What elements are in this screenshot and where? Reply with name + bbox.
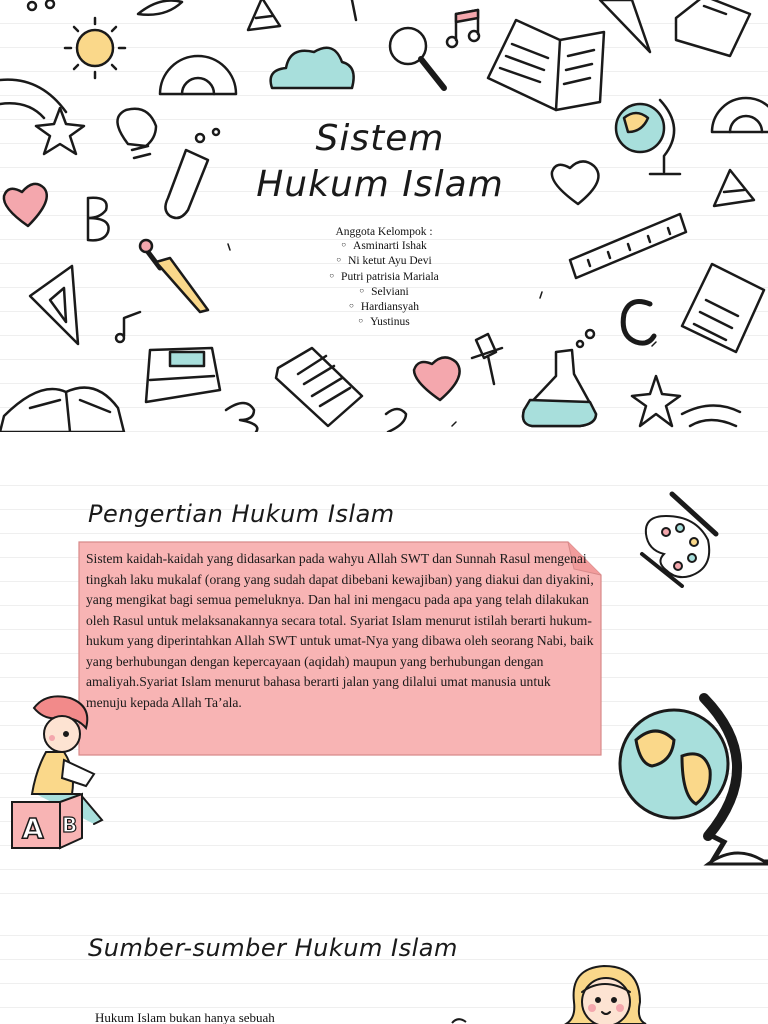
- definition-slide: [0, 462, 768, 894]
- pencil-icon: [352, 0, 356, 20]
- protractor-icon: [160, 56, 236, 94]
- flask-icon: [523, 330, 596, 426]
- member-item: ○ Hardiansyah: [284, 300, 484, 315]
- globe-icon: [612, 692, 768, 868]
- music-note-icon: [447, 10, 479, 47]
- music-note-icon: [116, 312, 140, 342]
- set-square-icon: [600, 0, 650, 52]
- sources-slide: [0, 912, 768, 1024]
- girl-illustration: [560, 962, 660, 1024]
- push-pin-icon: [472, 334, 502, 384]
- book-icon: [676, 0, 750, 56]
- block-letter-a: A: [22, 812, 44, 845]
- sun-icon: [65, 18, 125, 78]
- paint-palette-icon: [636, 488, 726, 588]
- document-icon: [276, 348, 362, 426]
- title-line-2: Hukum Islam: [256, 164, 504, 205]
- letter-b-icon: [88, 198, 109, 241]
- letter-a-icon: [714, 170, 754, 206]
- group-label: Anggota Kelompok :: [335, 226, 433, 238]
- title-line-1: Sistem: [315, 118, 445, 159]
- child-reading-on-blocks-illustration: [6, 690, 110, 860]
- block-letter-b: B: [62, 813, 78, 837]
- open-book-icon: [488, 20, 604, 110]
- leaf-icon: [138, 1, 182, 15]
- member-item: ○ Asminarti Ishak: [284, 239, 484, 254]
- heart-icon: [414, 357, 460, 400]
- document-icon: [682, 264, 764, 352]
- member-item: ○ Putri patrisia Mariala: [284, 270, 484, 285]
- letter-c-icon: [623, 302, 654, 344]
- magnifier-icon: [390, 28, 444, 88]
- globe-icon: [616, 100, 680, 174]
- member-item: ○ Ni ketut Ayu Devi: [284, 254, 484, 269]
- doodle-stroke: [450, 1016, 470, 1024]
- definition-note: [78, 541, 602, 756]
- test-tube-icon: [165, 129, 219, 218]
- ruler-icon: [570, 214, 686, 278]
- cloud-icon: [271, 48, 354, 88]
- open-book-icon: [0, 388, 124, 432]
- member-item: ○ Yustinus: [284, 315, 484, 330]
- section-heading: Sumber-sumber Hukum Islam: [88, 934, 458, 962]
- number-3-icon: [226, 403, 257, 432]
- set-square-icon: [30, 266, 78, 344]
- heart-icon: [4, 184, 47, 226]
- sources-text: Hukum Islam bukan hanya sebuah: [95, 1010, 275, 1024]
- light-bulb-icon: [117, 109, 156, 158]
- title-slide: [0, 0, 768, 432]
- member-item: ○ Selviani: [284, 285, 484, 300]
- shooting-star-icon: [0, 80, 84, 154]
- heart-icon: [552, 161, 599, 204]
- shooting-star-icon: [632, 376, 740, 426]
- protractor-icon: [712, 98, 768, 132]
- school-doodles-background: [0, 0, 768, 432]
- number-2-icon: [386, 409, 406, 432]
- letter-a-icon: [248, 0, 280, 30]
- paintbrush-icon: [140, 240, 208, 312]
- music-note-icon: [28, 0, 54, 10]
- book-icon: [146, 348, 220, 402]
- definition-text: Sistem kaidah-kaidah yang didasarkan pada wahyu Allah SWT dan Sunnah Rasul mengenai tingkah laku mukalaf (orang yang sudah dapat dibebani kewajiban) yang diakui dan diyakini, yang mengikat bagi semua pemeluknya. Dan hal ini mengacu pada apa yang telah dilakukan oleh Rasul untuk melaksanakannya secara total. Syariat Islam menurut istilah berarti hukum-hukum yang diperintahkan Allah SWT untuk umat-Nya yang dibawa oleh seorang Nabi, baik yang berhubungan dengan kepercayaan (aqidah) maupun yang berhubungan dengan amaliyah.Syariat Islam menurut bahasa berarti jalan yang dilalui umat manusia untuk menuju kepada Allah Ta’ala.: [86, 551, 594, 710]
- group-members-block: [284, 225, 484, 330]
- member-list: [284, 239, 484, 330]
- section-heading: Pengertian Hukum Islam: [88, 500, 395, 528]
